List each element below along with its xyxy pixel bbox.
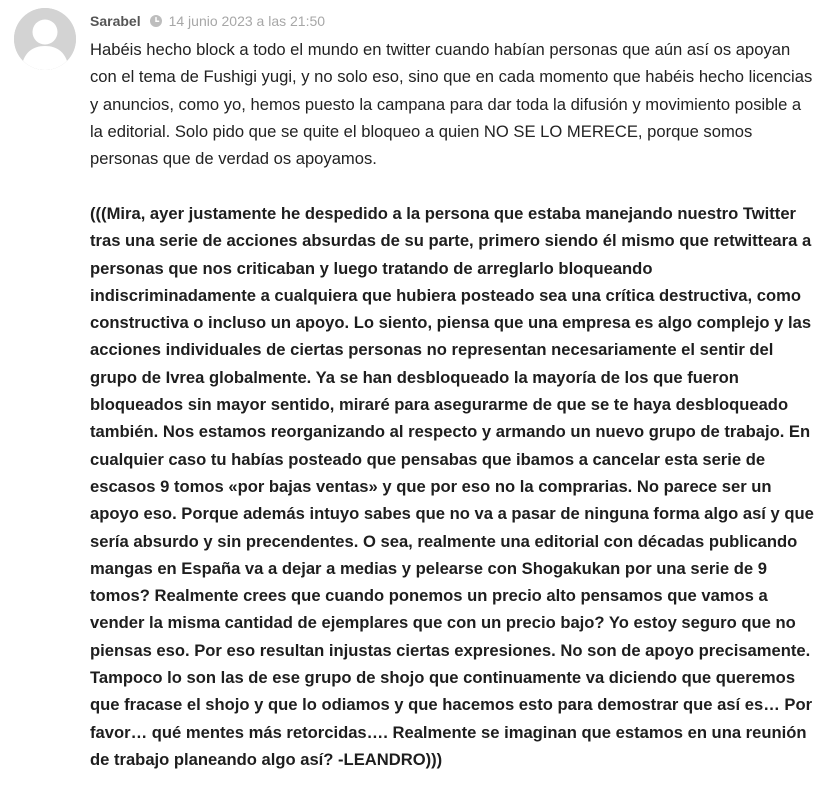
comment-meta xyxy=(90,11,325,31)
comment-text: Habéis hecho block a todo el mundo en twitter cuando habían personas que aún así os apoyan con el tema de Fushigi yugi, y no solo eso, sino que en cada momento que habéis hecho licencias y anuncios, como yo, hemos puesto la campana para dar toda la difusión y movimiento posible a la editorial. Solo pido que se quite el bloqueo a quien NO SE LO MERECE, porque somos personas que de verdad os apoyamos. xyxy=(90,40,813,169)
publisher-reply-text: (((Mira, ayer justamente he despedido a la persona que estaba manejando nuestro Twitter tras una serie de acciones absurdas de su parte, primero siendo él mismo que retwitteara a personas que nos criticaban y luego tratando de arreglarlo bloqueando indiscriminadamente a cualquiera que hubiera posteado sea una crítica destructiva, como constructiva o incluso un apoyo. Lo siento, piensa que una empresa es algo complejo y las acciones individuales de ciertas personas no representan necesariamente el sentir del grupo de Ivrea globalmente. Ya se han desbloqueado la mayoría de los que fueron bloqueados sin mayor sentido, miraré para asegurarme de que se te haya desbloqueado también. Nos estamos reorganizando al respecto y armando un nuevo grupo de trabajo. En cualquier caso tu habías posteado que pensabas que ibamos a cancelar esta serie de escasos 9 tomos «por bajas ventas» y que por eso no la comprarias. No parece ser un apoyo eso. Porque además intuyo sabes que no va a pasar de ninguna forma algo así y que sería absurdo y sin precendentes. O sea, realmente una editorial con décadas publicando mangas en España va a dejar a medias y pelearse con Shogakukan por una serie de 9 tomos? Realmente crees que cuando ponemos un precio alto pensamos que vamos a vender la misma cantidad de ejemplares que con un precio bajo? Yo estoy seguro que no piensas eso. Por eso resultan injustas ciertas expresiones. No son de apoyo precisamente. Tampoco lo son las de ese grupo de shojo que continuamente va diciendo que queremos que fracase el shojo y que lo odiamos y que hacemos esto para demostrar que así es… Por favor… qué mentes más retorcidas…. Realmente se imaginan que estamos en una reunión de trabajo planeando algo así? -LEANDRO))) xyxy=(90,203,814,769)
avatar[interactable] xyxy=(14,8,76,70)
comment-body xyxy=(90,36,818,773)
clock-icon xyxy=(150,15,162,27)
comment-author[interactable]: Sarabel xyxy=(90,13,141,29)
default-user-avatar-icon xyxy=(14,8,76,70)
comment-date[interactable]: 14 junio 2023 a las 21:50 xyxy=(168,13,326,29)
